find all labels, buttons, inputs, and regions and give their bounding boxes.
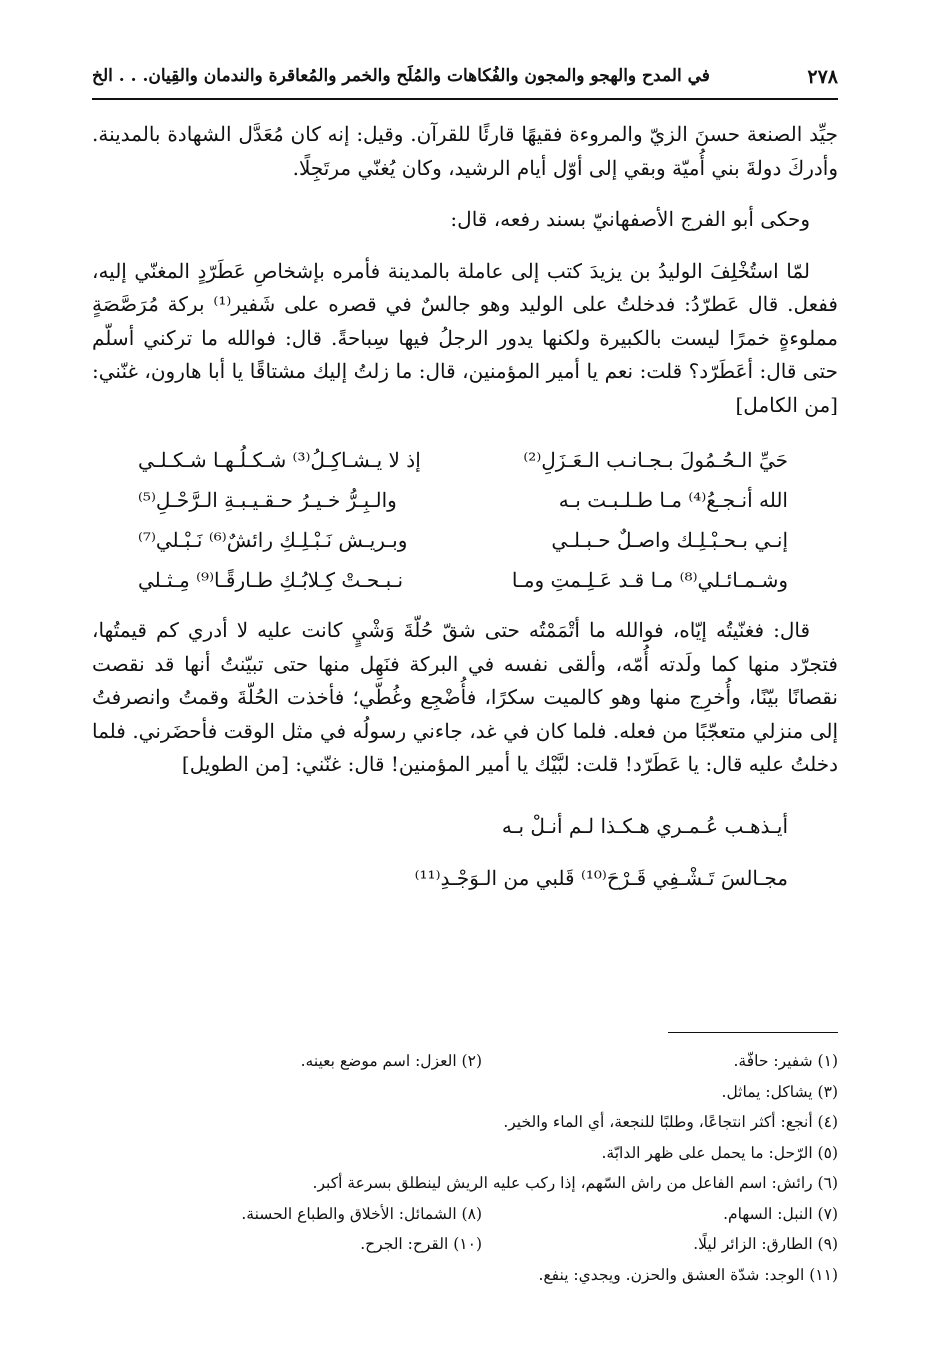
poem-kamil: [138, 440, 788, 600]
footnote-row: [92, 1229, 838, 1260]
verse: [138, 480, 788, 520]
footnote-row: [92, 1138, 838, 1169]
footnote-row: [92, 1199, 838, 1230]
footnote-separator: [668, 1032, 838, 1033]
hemistich: الله أنـجـعُ⁽⁴⁾ مـا طـلـبـت بـه: [558, 488, 788, 512]
footnote: [92, 1168, 313, 1199]
verse: [138, 560, 788, 600]
hemistich: حَيِّ الـحُـمُولَ بـجـانـب الـعَـزَلِ⁽²⁾: [523, 448, 788, 472]
footnote-row: [92, 1077, 838, 1108]
footnote: (١٠) القرح: الجرح.: [360, 1235, 482, 1253]
footnote: [92, 1138, 482, 1169]
verse: [138, 440, 788, 480]
footnote: (٧) النبل: السهام.: [723, 1204, 838, 1223]
hemistich: إذ لا يـشـاكِـلُ⁽³⁾ شـكـلُـهـا شـكـلـي: [138, 448, 421, 472]
hemistich: نـبـحـتْ كِـلابُـكِ طـارقًـا⁽⁹⁾ مِـثـلي: [138, 568, 404, 592]
page-number: ٢٧٨: [807, 66, 838, 88]
footnote: (١١) الوجد: شدّة العشق والحزن. ويجدي: ينفع.: [538, 1265, 838, 1284]
footnote-row: [92, 1260, 838, 1291]
footnotes: [92, 1046, 838, 1290]
footnote-row: [92, 1046, 838, 1077]
verse-line: مجـالسَ تَـشْـفِي قَـرْحَ⁽¹⁰⁾ قَلبي من الـوَجْـدِ⁽¹¹⁾: [414, 865, 788, 890]
footnote: (٨) الشمائل: الأخلاق والطباع الحسنة.: [241, 1204, 482, 1223]
footnote: (٢) العزل: اسم موضع بعينه.: [300, 1052, 482, 1070]
verse-line: أيـذهـب عُـمـري هـكـذا لـم أنـلْ بـه: [501, 813, 788, 838]
footnote: (٦) رائش: اسم الفاعل من راش السّهم، إذا ركب عليه الريش لينطلق بسرعة أكبر.: [312, 1174, 838, 1192]
footnote: [92, 1107, 482, 1138]
poem-tawil: [92, 800, 788, 904]
footnote: (١) شفير: حافّة.: [733, 1052, 838, 1070]
footnote: (٣) يشاكل: يماثل.: [721, 1082, 838, 1101]
paragraph: لمّا استُخْلِفَ الوليدُ بن يزيدَ كتب إلى عاملة بالمدينة فأمره بإشخاصِ عَطَرّدٍ المغنّي إليه، ففعل. قال عَطرّدُ: فدخلتُ على الوليد وهو جالسٌ في قصره على شَفير⁽¹⁾ بركة مُرَصَّصَةٍ مملوءةٍ خمرًا ليست بالكبيرة ولكنها يدور الرجلُ فيها سِباحةً. قال: فوالله ما تركني أسلّم حتى قال: أعَطَرّد؟ قلت: نعم يا أمير المؤمنين، قال: ما زلتُ إليك مشتاقًا يا أبا هارون، غنّني: [من الكامل]: [92, 258, 838, 417]
footnote-row: [92, 1107, 838, 1138]
paragraph: جيِّد الصنعة حسنَ الزيّ والمروءة فقيهًا قارئًا للقرآن. وقيل: إنه كان مُعَدَّل الشهادة بالمدينة. وأدركَ دولةَ بني أُميّة وبقي إلى أوّل أيام الرشيد، وكان يُغنّي مرتَجِلًا.: [92, 122, 838, 180]
hemistich: والـبِـرُّ خـيـرُ حـقـيـبـةِ الـرَّحْـلِ⁽⁵⁾: [138, 488, 397, 512]
running-title: في المدح والهجو والمجون والفُكاهات والمُلَح والخمر والمُعاقرة والندمان والقِيان. . . الخ: [92, 66, 710, 86]
hemistich: وشـمـائـلي⁽⁸⁾ مـا قـد عَـلِـمتِ ومـا: [511, 568, 788, 592]
verse: [138, 520, 788, 560]
page-header: [92, 62, 838, 100]
footnote-row: [92, 1168, 838, 1199]
hemistich: وبـريـش نَـبْـلِـكِ رائشٌ⁽⁶⁾ نَـبْـلي⁽⁷⁾: [138, 528, 408, 552]
hemistich: إنـي بـحـبْـلِـك واصـلٌ حـبـلـي: [551, 528, 788, 552]
paragraph: وحكى أبو الفرج الأصفهانيّ بسند رفعه، قال:: [450, 207, 810, 231]
footnote: (٩) الطارق: الزائر ليلًا.: [693, 1235, 838, 1253]
paragraph: قال: فغنّيتُه إيّاه، فوالله ما أتْمَمْتُه حتى شقّ حُلّةَ وَشْيٍ كانت عليه لا أدري كم قيمتُها، فتجرّد منها كما ولَدته أُمّه، وألقى نفسه في البركة فنَهِل منها حتى تبيّنتُ أنها قد نقصت نقصانًا بيّنًا، وأُخرِج منها وهو كالميت سكرًا، فأُضْجِع وغُطّي؛ فأخذت الحُلّةَ وقمتُ وانصرفتُ إلى منزلي متعجّبًا من فعله. فلما كان في غد، جاءني رسولُه في مثل الوقت فأحضَرني. فلما دخلتُ عليه قال: يا عَطَرّد! قلت: لبَّيْك يا أمير المؤمنين! قال: غنّني: [من الطويل]: [92, 618, 838, 776]
main-text: [92, 118, 838, 904]
footnote: [92, 1077, 482, 1108]
footnote: [92, 1260, 482, 1291]
footnote: (٤) أنجع: أكثر انتجاعًا، وطلبًا للنجعة، أي الماء والخير.: [503, 1113, 838, 1131]
footnote: (٥) الرّحل: ما يحمل على ظهر الدابّة.: [601, 1143, 838, 1162]
